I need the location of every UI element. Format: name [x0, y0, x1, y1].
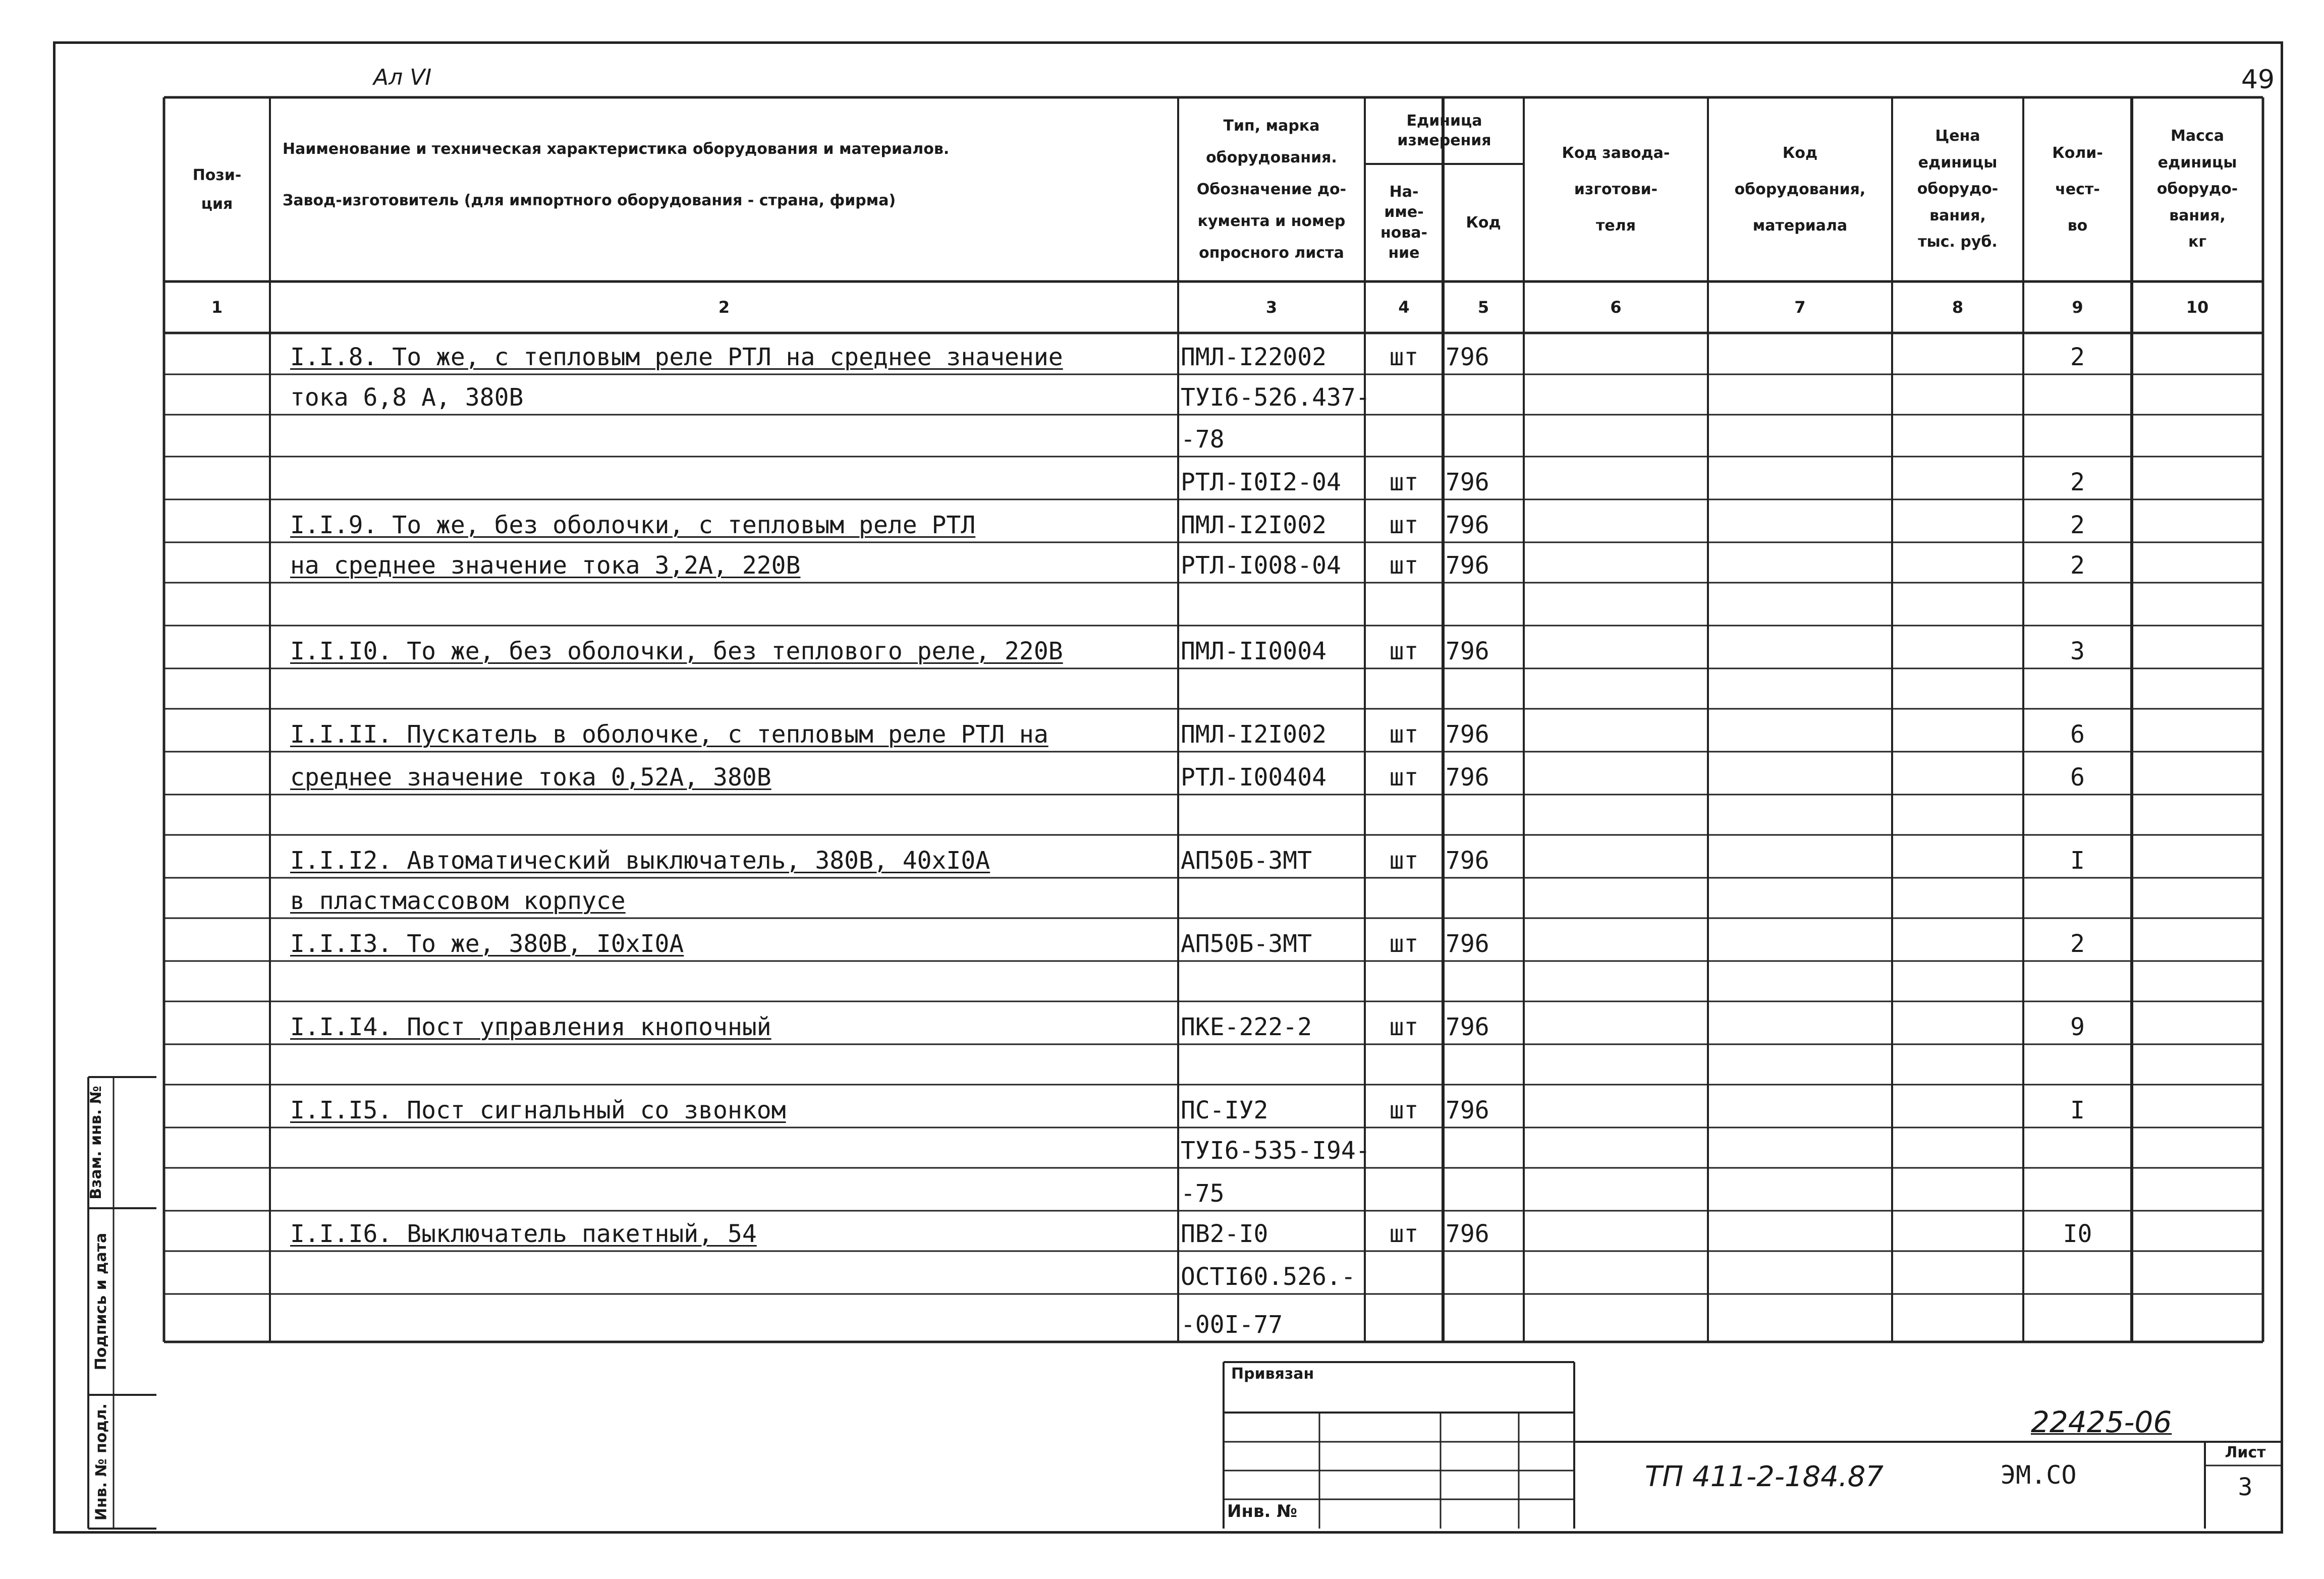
row-quantity: 2: [2070, 511, 2085, 539]
row-type: АП50Б-3МТ: [1181, 847, 1312, 875]
col-num-4: 4: [1398, 298, 1410, 317]
row-name: I.I.9. То же, без оболочки, с тепловым реле РТЛ: [290, 511, 976, 539]
row-unit-code: 796: [1446, 847, 1489, 875]
row-type: РТЛ-I00404: [1181, 763, 1326, 792]
row-type: АП50Б-3МТ: [1181, 930, 1312, 958]
row-type: ПМЛ-I2I002: [1181, 511, 1326, 539]
row-unit-code: 796: [1446, 763, 1489, 792]
row-type: -75: [1181, 1179, 1225, 1208]
row-unit-code: 796: [1446, 637, 1489, 665]
header-mass: Масса единицы оборудо- вания, кг: [2156, 127, 2238, 251]
header-name-line2: Завод-изготовитель (для импортного оборудования - страна, фирма): [283, 191, 896, 209]
col-num-7: 7: [1794, 298, 1806, 317]
row-name: I.I.8. То же, с тепловым реле РТЛ на среднее значение: [290, 343, 1063, 371]
side-label-inv-podl: Инв. № подл.: [92, 1403, 110, 1521]
row-quantity: 9: [2070, 1013, 2085, 1041]
sheet-number: 49: [2241, 65, 2275, 95]
row-unit: шт: [1389, 343, 1419, 371]
col-num-6: 6: [1610, 298, 1622, 317]
row-unit: шт: [1389, 468, 1419, 496]
col-num-8: 8: [1952, 298, 1964, 317]
row-name: на среднее значение тока 3,2А, 220В: [290, 551, 801, 580]
row-unit-code: 796: [1446, 551, 1489, 580]
row-type: -00I-77: [1181, 1311, 1283, 1339]
row-unit-code: 796: [1446, 1013, 1489, 1041]
row-type: ПМЛ-I22002: [1181, 343, 1326, 371]
row-quantity: 6: [2070, 720, 2085, 749]
header-type: Тип, марка оборудования. Обозначение до- кумента и номер опросного листа: [1196, 117, 1347, 262]
drawing-mark: ЭМ.СО: [2001, 1460, 2077, 1490]
header-position: Пози- ция: [192, 166, 242, 213]
row-unit-code: 796: [1446, 1220, 1489, 1248]
row-quantity: I0: [2063, 1220, 2092, 1248]
row-type: ТУI6-526.437-: [1181, 383, 1370, 412]
top-note: Ал VI: [373, 65, 432, 90]
row-quantity: 2: [2070, 930, 2085, 958]
row-quantity: 2: [2070, 551, 2085, 580]
row-type: ПМЛ-I2I002: [1181, 720, 1326, 749]
row-quantity: 2: [2070, 468, 2085, 496]
row-type: ОСТI60.526.-: [1181, 1263, 1356, 1291]
row-name: тока 6,8 А, 380В: [290, 383, 524, 412]
row-name: I.I.I0. То же, без оболочки, без теплового реле, 220В: [290, 637, 1063, 665]
stamp-bound-label: Привязан: [1231, 1365, 1314, 1383]
row-unit: шт: [1389, 720, 1419, 749]
drawing-designation: ТП 411-2-184.87: [1645, 1460, 1884, 1493]
row-name: в пластмассовом корпусе: [290, 887, 626, 915]
row-type: ПКЕ-222-2: [1181, 1013, 1312, 1041]
row-quantity: 6: [2070, 763, 2085, 792]
row-type: ТУI6-535-I94-: [1181, 1137, 1370, 1165]
project-number: 22425-06: [2031, 1405, 2172, 1439]
header-units: Единица измерения: [1397, 112, 1491, 149]
header-unit-code: Код: [1466, 214, 1501, 232]
row-unit: шт: [1389, 847, 1419, 875]
row-type: ПВ2-I0: [1181, 1220, 1268, 1248]
row-name: среднее значение тока 0,52А, 380В: [290, 763, 771, 792]
header-unit-name: На- име- нова- ние: [1380, 183, 1428, 262]
col-num-1: 1: [211, 298, 223, 317]
col-num-5: 5: [1477, 298, 1489, 317]
row-name: I.I.I5. Пост сигнальный со звонком: [290, 1096, 786, 1124]
sheet-label: Лист: [2225, 1444, 2266, 1461]
row-unit: шт: [1389, 637, 1419, 665]
col-num-9: 9: [2072, 298, 2083, 317]
row-type: РТЛ-I0I2-04: [1181, 468, 1341, 496]
col-num-2: 2: [718, 298, 730, 317]
row-type: ПМЛ-II0004: [1181, 637, 1326, 665]
row-unit: шт: [1389, 930, 1419, 958]
col-num-10: 10: [2186, 298, 2209, 317]
row-quantity: I: [2070, 847, 2085, 875]
row-quantity: 2: [2070, 343, 2085, 371]
row-unit: шт: [1389, 551, 1419, 580]
row-name: I.I.I4. Пост управления кнопочный: [290, 1013, 771, 1041]
row-type: ПС-IУ2: [1181, 1096, 1268, 1124]
row-unit-code: 796: [1446, 720, 1489, 749]
row-quantity: 3: [2070, 637, 2085, 665]
row-name: I.I.I2. Автоматический выключатель, 380В, 40хI0А: [290, 847, 990, 875]
header-factory-code: Код завода- изготови- теля: [1562, 144, 1670, 235]
row-unit: шт: [1389, 1013, 1419, 1041]
sheet-value: 3: [2238, 1473, 2253, 1501]
row-unit: шт: [1389, 1220, 1419, 1248]
row-quantity: I: [2070, 1096, 2085, 1124]
row-unit-code: 796: [1446, 930, 1489, 958]
header-equipment-code: Код оборудования, материала: [1734, 144, 1866, 235]
header-quantity: Коли- чест- во: [2052, 144, 2103, 235]
header-price: Цена единицы оборудо- вания, тыс. руб.: [1917, 127, 1999, 251]
row-unit: шт: [1389, 511, 1419, 539]
stamp-inv-label: Инв. №: [1227, 1501, 1298, 1521]
row-name: I.I.I3. То же, 380В, I0хI0А: [290, 930, 684, 958]
row-unit-code: 796: [1446, 468, 1489, 496]
row-type: РТЛ-I008-04: [1181, 551, 1341, 580]
row-unit: шт: [1389, 1096, 1419, 1124]
row-type: -78: [1181, 425, 1225, 454]
header-name-line1: Наименование и техническая характеристика оборудования и материалов.: [283, 140, 950, 158]
side-label-podpis: Подпись и дата: [92, 1232, 110, 1371]
row-unit-code: 796: [1446, 511, 1489, 539]
col-num-3: 3: [1265, 298, 1278, 317]
row-name: I.I.II. Пускатель в оболочке, с тепловым реле РТЛ на: [290, 720, 1048, 749]
row-unit-code: 796: [1446, 343, 1489, 371]
row-unit: шт: [1389, 763, 1419, 792]
side-label-vzam: Взам. инв. №: [87, 1086, 105, 1200]
row-unit-code: 796: [1446, 1096, 1489, 1124]
row-name: I.I.I6. Выключатель пакетный, 54: [290, 1220, 757, 1248]
